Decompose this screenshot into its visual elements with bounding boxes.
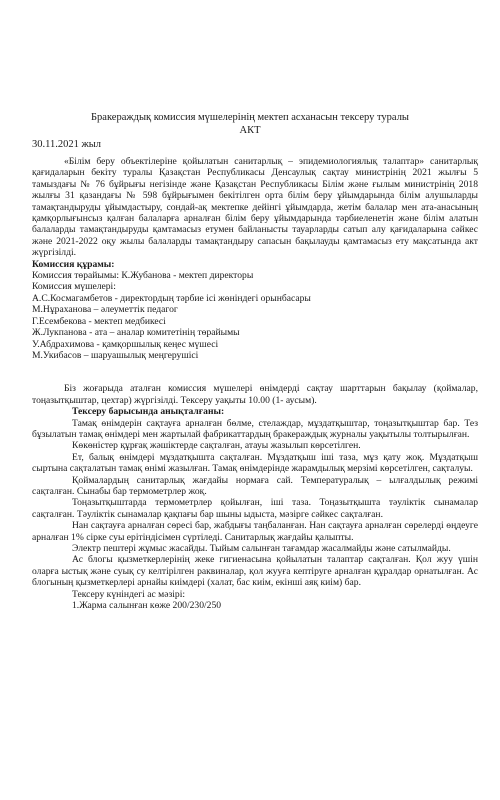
finding-paragraph: Тамақ өнімдерін сақтауға арналған бөлме, стелаждар, мұздатқыштар, тоңазытқыштар бар. Тез бұзылатын тамақ өнімдері мен жартылай фабрикаттардың бракераждық журналы уақытылы толтырылған. (32, 417, 478, 440)
members-heading: Комиссия мүшелері: (32, 281, 116, 293)
commission-member: Г.Есембекова - мектеп медбикесі (32, 315, 166, 327)
commission-member: А.С.Космагамбетов - директордың тәрбие ісі жөніндегі орынбасары (32, 292, 311, 304)
document-body (32, 156, 478, 611)
finding-paragraph: Электр пештері жұмыс жасайды. Тыйым салынған тағамдар жасалмайды және сатылмайды. (72, 543, 451, 554)
finding-paragraph: Ет, балық өнімдері мұздатқышта сақталған. Мұздатқыш іші таза, мұз қату жоқ. Мұздатқыш сыртына сақталатын тамақ өнімі жазылған. Тамақ өнімдерінде жарамдылық мерзімі көрсетілген, сақталуы. (32, 451, 478, 475)
commission-heading: Комиссия құрамы: (32, 258, 115, 270)
inspection-intro: Біз жоғарыда аталған комиссия мүшелері өнімдерді сақтау шарттарын бақылау (қоймалар, тоңазытқыштар, цехтар) жүргізілді. Тексеру уақыты 10.00 (1- аусым). (32, 383, 478, 406)
commission-member: У.Абдрахимова - қамқоршылық кеңес мүшесі (32, 338, 219, 350)
title-line-2: АКТ (239, 125, 261, 136)
commission-chair: Комиссия төрайымы: К.Жубанова - мектеп директоры (32, 270, 254, 282)
section-spacer (32, 361, 478, 383)
finding-paragraph: Тоңазытқыштарда термометрлер қойылған, іші таза. Тоңазытқышта тәуліктік сынамалар сақталған. Тәуліктік сынамалар қақпағы бар шыны ыдыста, мәзірге сәйкес сақталған. (32, 497, 478, 520)
title-line-1: Бракераждық комиссия мүшелерінің мектеп асханасын тексеру туралы (91, 112, 409, 123)
menu-heading: Тексеру күніндегі ас мәзірі: (72, 588, 186, 600)
document-date: 30.11.2021 жыл (32, 139, 102, 150)
finding-paragraph: Көкөністер құрғақ жәшіктерде сақталған, атауы жазылып көрсетілген. (72, 440, 361, 452)
document-title (0, 111, 500, 137)
finding-paragraph: Ас блогы қызметкерлерінің жеке гигиенасына қойылатын талаптар сақталған. Қол жуу үшін оларға ыстық және суық су келтірілген раквиналар, қол жууға кептіруге арналған құралдар орнатылған. Ас блогының қызметкерлері арнайы киімдері (халат, бас киім, екінші аяқ киім) бар. (32, 554, 478, 589)
menu-item: 1.Жарма салынған көже 200/230/250 (72, 600, 222, 612)
finding-paragraph: Қоймалардың санитарлық жағдайы нормаға сай. Температуралық – ылғалдылық режимі сақталған. Сынабы бар термометрлер жоқ. (32, 474, 478, 497)
intro-paragraph: «Білім беру объектілеріне қойылатын санитарлық – эпидемиологиялық талаптар» санитарлық қағидаларын бекіту туралы Қазақстан Республикасы Денсаулық сақтау министрінің 2021 жылғы 5 тамыздағы № 76 бұйрығы негізінде және Қазақстан Республикасы Білім және ғылым министрінің 2018 жылғы 31 қазандағы № 598 бұйрығымен бекітілген орта білім беру ұйымдарында білім алушыларды тамақтандыруды ұйымдастыру, сондай-ақ мектепке дейінгі ұйымдарда, жетім балалар мен ата-анасының қамқорлығынсыз қалған балаларға арналған білім беру ұйымдарында тәрбиеленетін және білім алатын балаларды тамақтандыруды қамтамасыз етумен байланысты тауарларды сатып алу қағидаларына сәйкес және 2021-2022 оқу жылы балаларды тамақтандыру сапасын бақылауды қамтамасыз ету мақсатында акт жүргізілді. (32, 156, 478, 259)
commission-member: Ж.Лукпанова - ата – аналар комитетінің төрайымы (32, 327, 240, 339)
findings-heading: Тексеру барысында анықталғаны: (72, 406, 225, 418)
commission-member: М.Укибасов – шаруашылық меңгерушісі (32, 349, 199, 361)
commission-member: М.Нұраханова – әлеуметтік педагог (32, 304, 178, 316)
finding-paragraph: Нан сақтауға арналған сөресі бар, жабдығы таңбаланған. Нан сақтауға арналған сөрелерді өңдеуге арналған 1% сірке суы ерітіндісімен сүртіледі. Санитарлық жағдайы қалыпты. (32, 520, 478, 543)
